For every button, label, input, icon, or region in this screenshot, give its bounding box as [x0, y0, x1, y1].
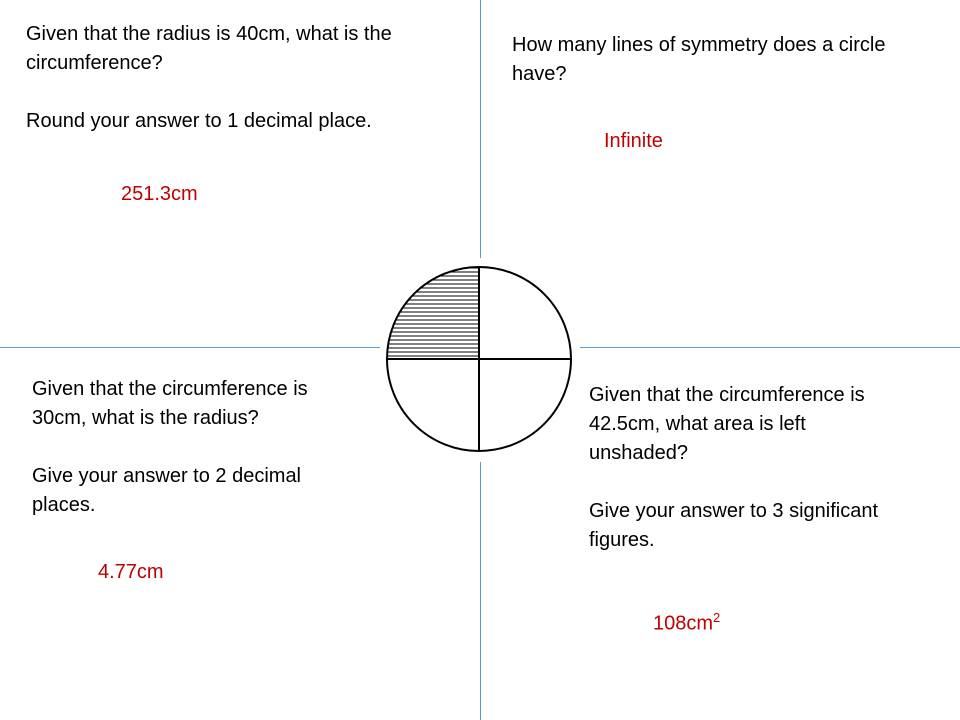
question-top-left: [26, 20, 446, 136]
answer-exponent: 2: [713, 610, 721, 625]
vertical-divider-bottom: [480, 462, 481, 720]
question-bottom-left: [32, 375, 362, 520]
question-instruction: Round your answer to 1 decimal place.: [26, 110, 372, 132]
question-bottom-right: [589, 381, 889, 555]
horizontal-divider-right: [580, 347, 960, 348]
answer-value: 108cm: [653, 612, 714, 635]
question-instruction: Give your answer to 3 significant figures.: [589, 500, 879, 551]
question-top-right: [512, 31, 942, 89]
question-text: Given that the circumference is 30cm, what is the radius?: [32, 378, 308, 429]
question-text: Given that the radius is 40cm, what is the circumference?: [26, 23, 392, 74]
question-text: Given that the circumference is 42.5cm, what area is left unshaded?: [589, 384, 865, 464]
answer-bottom-left: 4.77cm: [98, 561, 164, 583]
answer-top-left: 251.3cm: [121, 183, 198, 205]
horizontal-divider-left: [0, 347, 380, 348]
question-text: How many lines of symmetry does a circle have?: [512, 34, 886, 85]
answer-top-right: Infinite: [604, 130, 663, 152]
vertical-divider-top: [480, 0, 481, 258]
circle-quadrant-diagram: [384, 264, 574, 454]
question-instruction: Give your answer to 2 decimal places.: [32, 465, 302, 516]
answer-bottom-right: [653, 606, 720, 636]
